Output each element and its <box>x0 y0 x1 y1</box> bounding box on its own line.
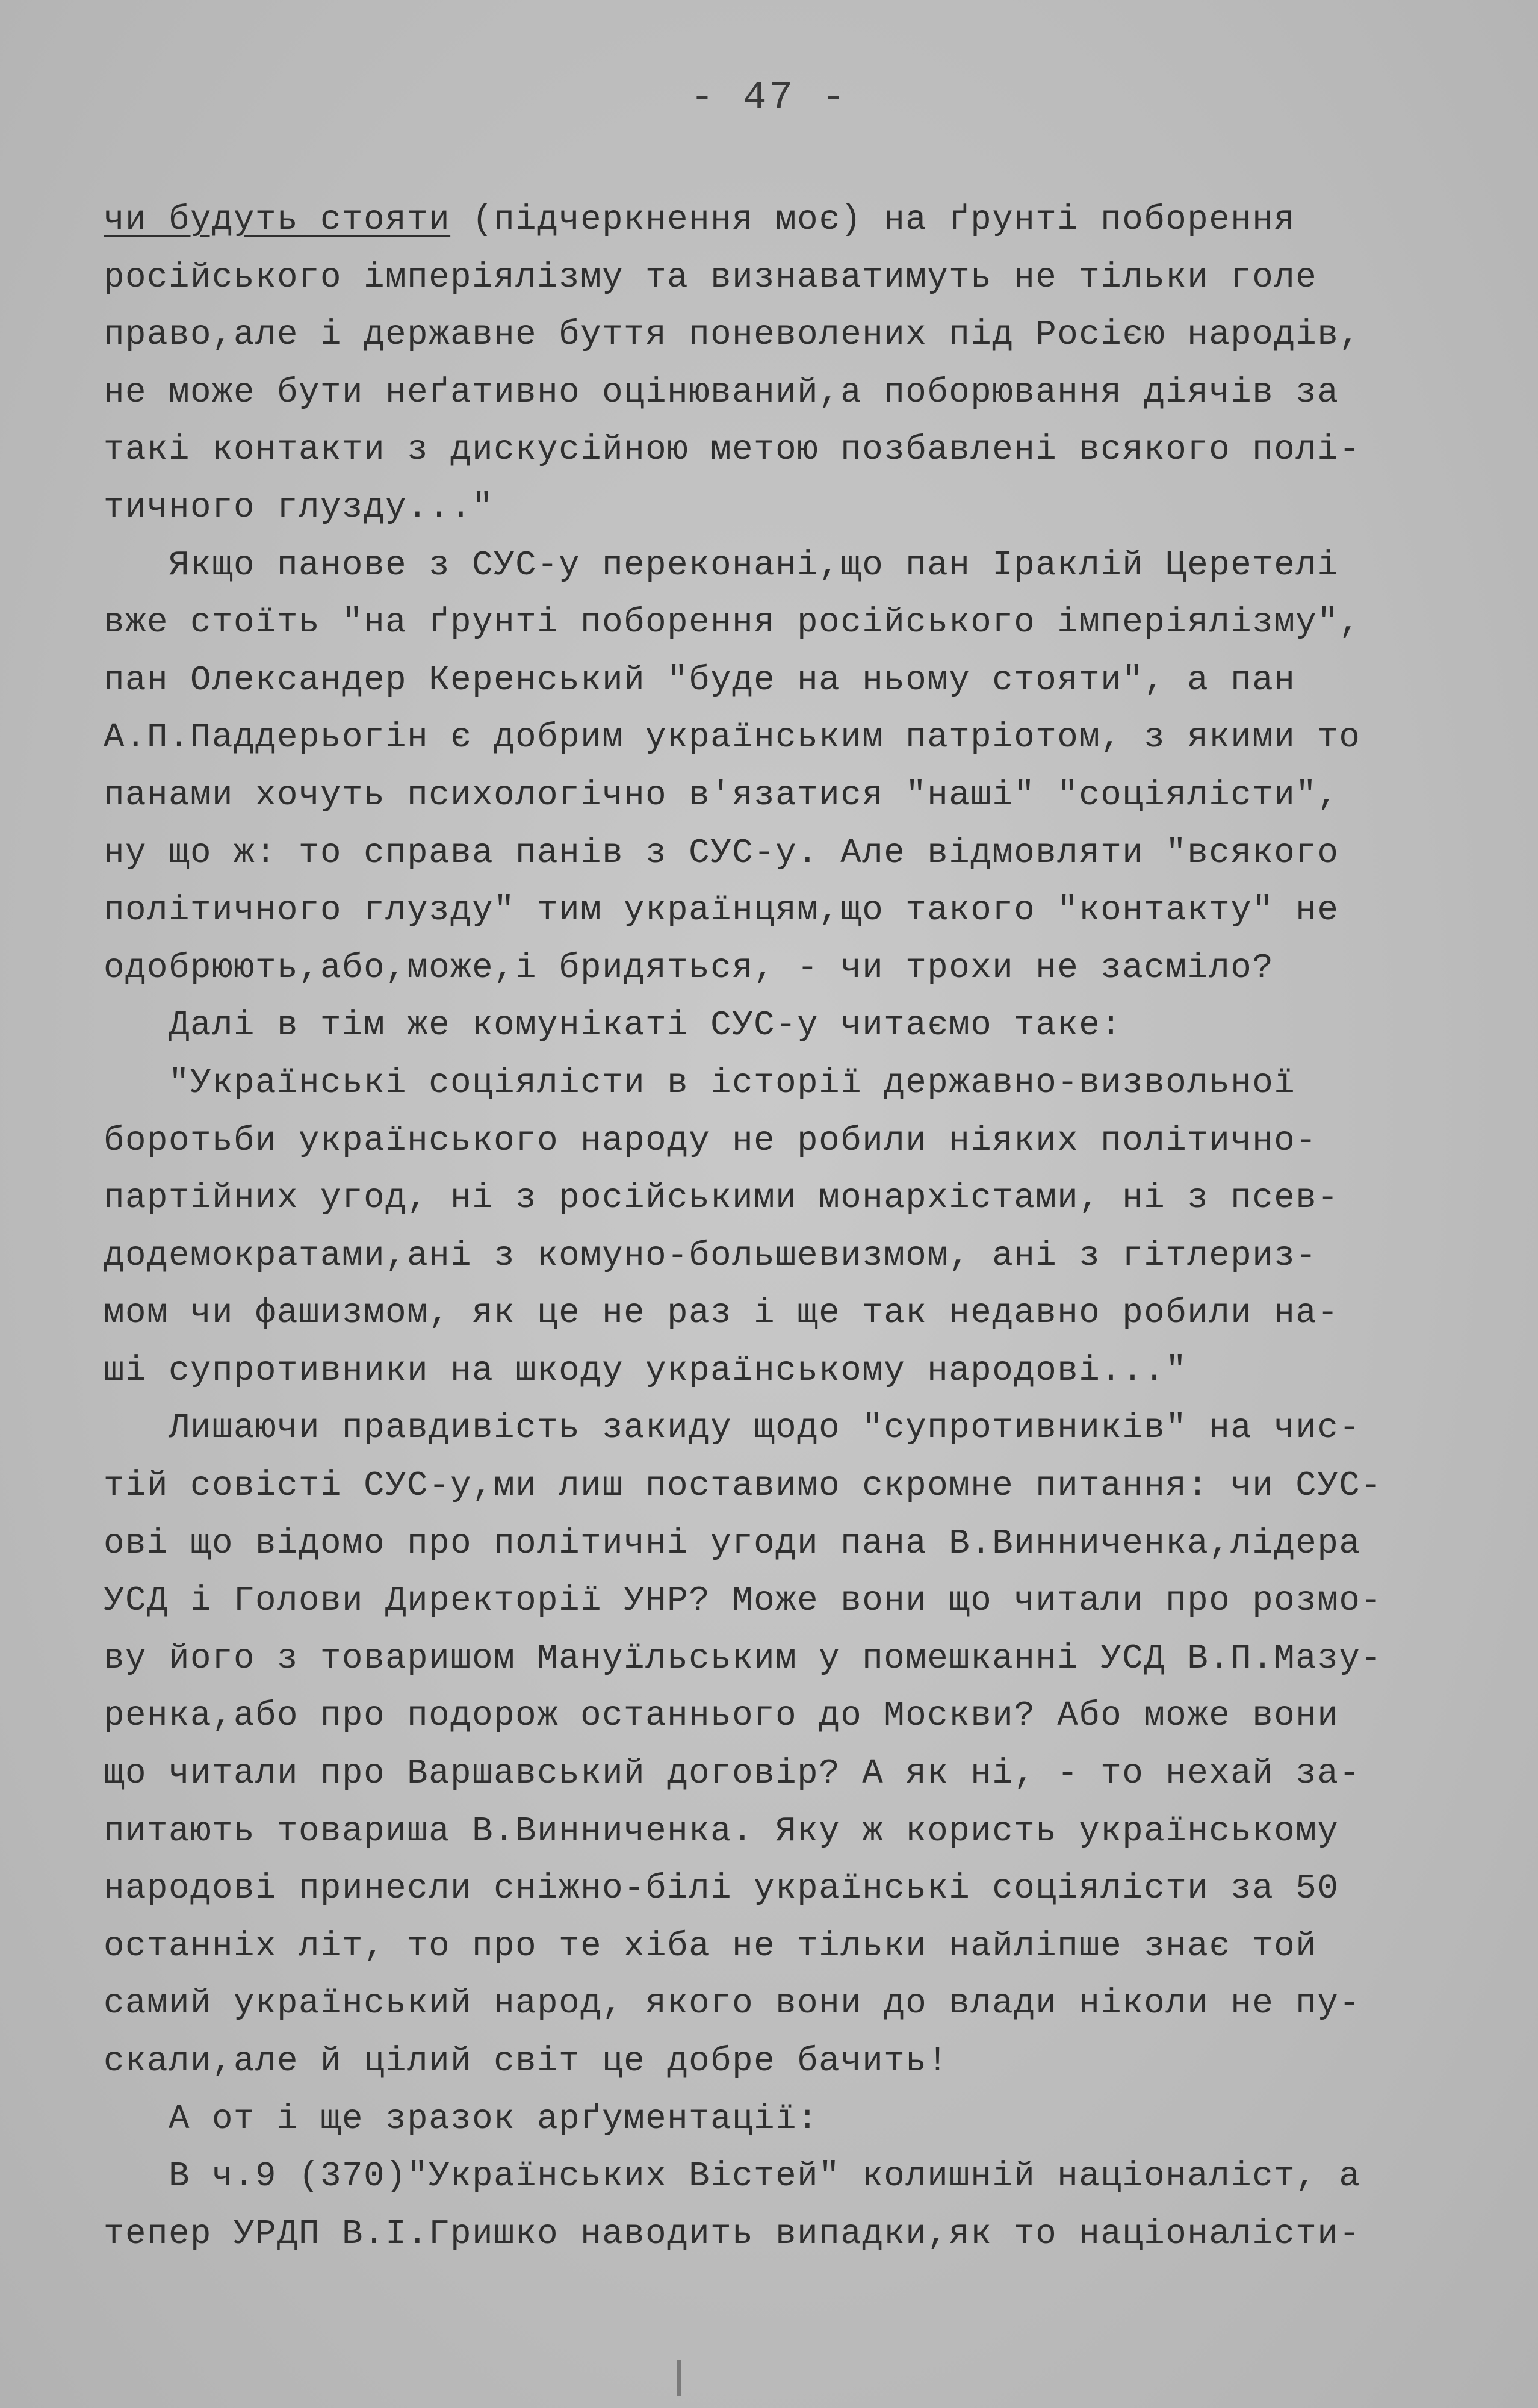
scan-mark <box>677 2360 681 2396</box>
text-line: такі контакти з дискусійною метою позбавлені всякого полі- <box>104 430 1361 470</box>
text-line: ву його з товаришом Мануїльським у помешканні УСД В.П.Мазу- <box>104 1639 1383 1678</box>
text-line: народові принесли сніжно-білі українські соціялісти за 50 <box>104 1869 1339 1909</box>
text-line: Далі в тім же комунікаті СУС-у читаємо таке: <box>104 1006 1123 1046</box>
text-line: одобрюють,або,може,і бридяться, - чи трохи не засміло? <box>104 948 1274 988</box>
text-line: тій совісті СУС-у,ми лиш поставимо скромне питання: чи СУС- <box>104 1466 1383 1506</box>
text-line: боротьби українського народу не робили ніяких політично- <box>104 1121 1318 1161</box>
text-line: питають товариша В.Винниченка. Яку ж користь українському <box>104 1811 1339 1851</box>
text-line: чи будуть стояти (підчеркнення моє) на ґрунті поборення <box>104 200 1296 240</box>
text-line: А от і ще зразок арґументації: <box>104 2099 819 2139</box>
body-text <box>104 191 1446 2263</box>
underlined-phrase: чи будуть стояти <box>104 200 451 240</box>
text-line: партійних угод, ні з російськими монархістами, ні з псев- <box>104 1179 1339 1218</box>
text-line: російського імперіялізму та визнаватимуть не тільки голе <box>104 258 1318 297</box>
text-line: що читали про Варшавський договір? А як ні, - то нехай за- <box>104 1754 1361 1794</box>
text-line: ну що ж: то справа панів з СУС-у. Але відмовляти "всякого <box>104 833 1339 873</box>
text-line: "Українські соціялісти в історії державно-визвольної <box>104 1063 1296 1103</box>
text-line: Лишаючи правдивість закиду щодо "супротивників" на чис- <box>104 1409 1361 1448</box>
text-line: мом чи фашизмом, як це не раз і ще так недавно робили на- <box>104 1294 1339 1333</box>
text-line: ренка,або про подорож останнього до Москви? Або може вони <box>104 1696 1339 1736</box>
text-line: пан Олександер Керенський "буде на ньому стояти", а пан <box>104 660 1296 700</box>
text-line: тепер УРДП В.І.Гришко наводить випадки,як то націоналісти- <box>104 2214 1361 2254</box>
text-line: Якщо панове з СУС-у переконані,що пан Іраклій Церетелі <box>104 545 1339 585</box>
text-line: право,але і державне буття поневолених під Росією народів, <box>104 315 1361 355</box>
text-line: не може бути неґативно оцінюваний,а поборювання діячів за <box>104 373 1339 412</box>
text-line: панами хочуть психологічно в'язатися "наші" "соціялісти", <box>104 775 1339 815</box>
text-line: УСД і Голови Директорії УНР? Може вони що читали про розмо- <box>104 1581 1383 1621</box>
text-line: останніх літ, то про те хіба не тільки найліпше знає той <box>104 1926 1318 1966</box>
page-number: - 47 - <box>690 75 848 120</box>
text-line: тичного глузду..." <box>104 488 494 527</box>
text-line: ші супротивники на шкоду українському народові..." <box>104 1351 1188 1391</box>
text-line: політичного глузду" тим українцям,що такого "контакту" не <box>104 891 1339 931</box>
text-line: додемократами,ані з комуно-большевизмом, ані з гітлериз- <box>104 1236 1318 1276</box>
text-line: самий український народ, якого вони до влади ніколи не пу- <box>104 1984 1361 2024</box>
text-line: ові що відомо про політичні угоди пана В.Винниченка,лідера <box>104 1524 1361 1563</box>
text-line: А.П.Паддерьогін є добрим українським патріотом, з якими то <box>104 718 1361 758</box>
text-line: В ч.9 (370)"Українських Вістей" колишній націоналіст, а <box>104 2157 1361 2197</box>
text-line: вже стоїть "на ґрунті поборення російського імперіялізму", <box>104 603 1361 643</box>
text-line: скали,але й цілий світ це добре бачить! <box>104 2042 949 2081</box>
